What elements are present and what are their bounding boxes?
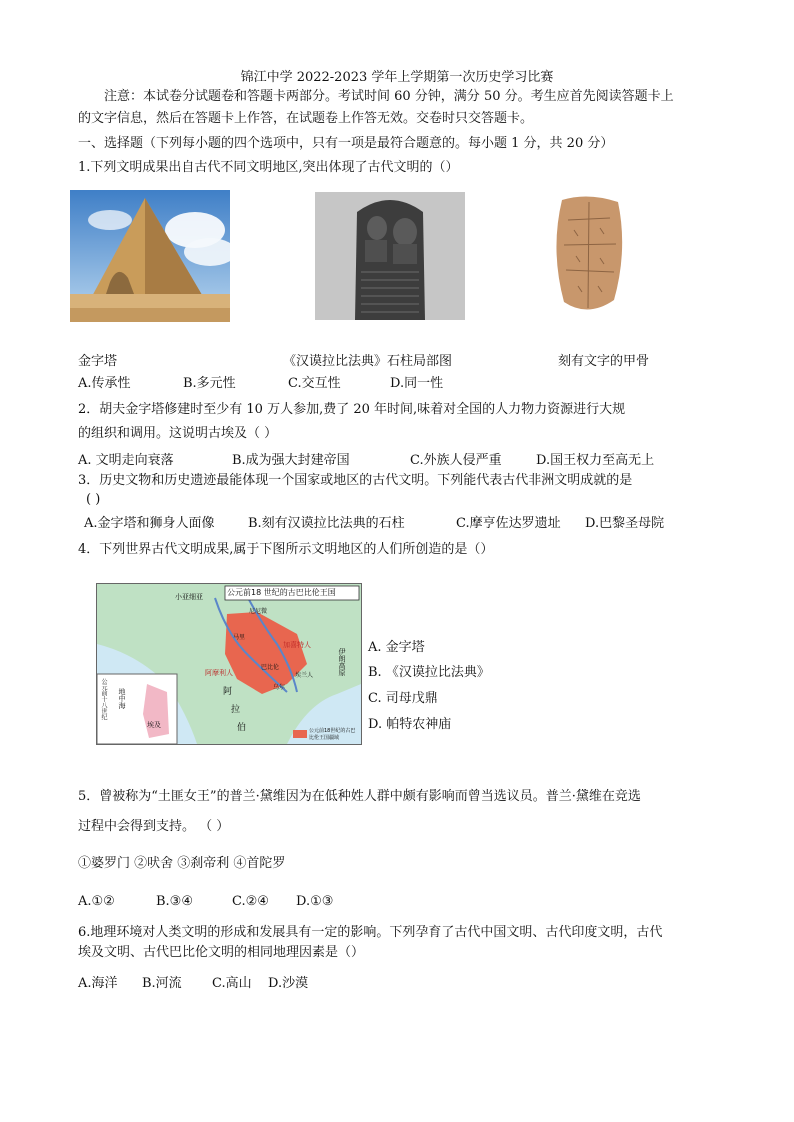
q3-option-c: C.摩亨佐达罗遗址 [456,516,561,531]
caption-pyramid: 金字塔 [78,354,118,369]
map-label-asia-minor: 小亚细亚 [175,593,203,601]
q4-option-a: A. 金字塔 [368,640,425,655]
q6-option-d: D.沙漠 [268,976,309,991]
hammurabi-stele-image [315,192,465,320]
q4-option-c: C. 司母戊鼎 [368,691,438,706]
question-6-stem-2: 埃及文明、古代巴比伦文明的相同地理因素是（） [78,945,365,960]
q1-option-b: B.多元性 [183,376,236,391]
q3-option-a: A.金字塔和狮身人面像 [84,516,215,531]
map-label-kassites: 加喜特人 [283,641,311,649]
q1-option-d: D.同一性 [390,376,444,391]
caption-stele: 《汉谟拉比法典》石柱局部图 [283,354,453,369]
q5-option-b: B.③④ [156,894,193,909]
q1-option-a: A.传承性 [78,376,131,391]
section-heading: 一、选择题（下列每小题的四个选项中，只有一项是最符合题意的。每小题 1 分，共 20 分） [78,136,614,151]
question-2-stem-1: 2．胡夫金字塔修建时至少有 10 万人参加,费了 20 年时间,味着对全国的人力物力资源进行大规 [78,402,626,417]
map-label-iran: 伊朗高原 [338,648,346,676]
map-label-elam: 埃兰人 [295,672,314,679]
map-label-arabia-1: 阿 [223,687,233,697]
q6-option-c: C.高山 [212,976,252,991]
map-label-arabia-3: 伯 [237,723,247,733]
caption-oracle-bone: 刻有文字的甲骨 [558,354,650,369]
q3-option-b: B.刻有汉谟拉比法典的石柱 [248,516,405,531]
q3-option-d: D.巴黎圣母院 [585,516,665,531]
pyramid-image [70,190,230,322]
question-1-stem: 1.下列文明成果出自古代不同文明地区,突出体现了古代文明的（） [78,160,459,175]
map-legend: 公元前18世纪的古巴比伦王国疆域 [309,728,356,741]
notice-line-2: 的文字信息，然后在答题卡上作答，在试题卷上作答无效。交卷时只交答题卡。 [78,111,534,126]
map-inset-label: 公元前十八世纪 [100,678,107,720]
q5-option-c: C.②④ [232,894,269,909]
question-2-stem-2: 的组织和调用。这说明古埃及（ ） [78,426,278,441]
q6-option-a: A.海洋 [78,976,118,991]
q2-option-b: B.成为强大封建帝国 [232,453,350,468]
question-5-stem-1: 5．曾被称为“土匪女王”的普兰·黛维因为在低种姓人群中颇有影响而曾当选议员。普兰·黛维在竞选 [78,789,641,804]
q1-option-c: C.交互性 [288,376,341,391]
q5-option-a: A.①② [78,894,115,909]
q5-option-d: D.①③ [296,894,334,909]
question-3-stem-1: 3．历史文物和历史遗迹最能体现一个国家或地区的古代文明。下列能代表古代非洲文明成就的是 [78,473,633,488]
question-3-stem-2: ( ) [86,492,101,507]
page-title: 锦江中学 2022-2023 学年上学期第一次历史学习比赛 [240,70,554,85]
map-label-mediterranean: 地中海 [118,688,126,709]
question-4-stem: 4．下列世界古代文明成果,属于下图所示文明地区的人们所创造的是（） [78,542,494,557]
q2-option-c: C.外族人侵严重 [410,453,502,468]
q6-option-b: B.河流 [142,976,182,991]
q2-option-d: D.国王权力至高无上 [536,453,655,468]
map-label-nineveh: 尼尼微 [249,608,268,615]
babylon-map [96,583,362,745]
question-5-items: ①婆罗门 ②吠舍 ③刹帝利 ④首陀罗 [78,856,286,871]
map-label-egypt: 埃及 [147,721,161,729]
q2-option-a: A. 文明走向衰落 [78,453,174,468]
map-label-amorites: 阿摩利人 [205,669,233,677]
q4-option-d: D. 帕特农神庙 [368,717,452,732]
question-5-stem-2: 过程中会得到支持。 （ ） [78,819,230,834]
q4-option-b: B. 《汉谟拉比法典》 [368,665,490,680]
map-title: 公元前18 世纪的古巴比伦王国 [227,588,336,597]
map-label-ur: 乌尔 [273,684,286,691]
oracle-bone-image [548,190,630,320]
notice-line-1: 注意：本试卷分试题卷和答题卡两部分。考试时间 60 分钟，满分 50 分。考生应首先阅读答题卡上 [104,89,674,104]
map-label-arabia-2: 拉 [231,705,241,715]
map-label-mari: 马里 [233,634,246,641]
question-6-stem-1: 6.地理环境对人类文明的形成和发展具有一定的影响。下列孕育了古代中国文明、古代印度文明，古代 [78,925,663,940]
map-label-babylon: 巴比伦 [261,664,280,671]
